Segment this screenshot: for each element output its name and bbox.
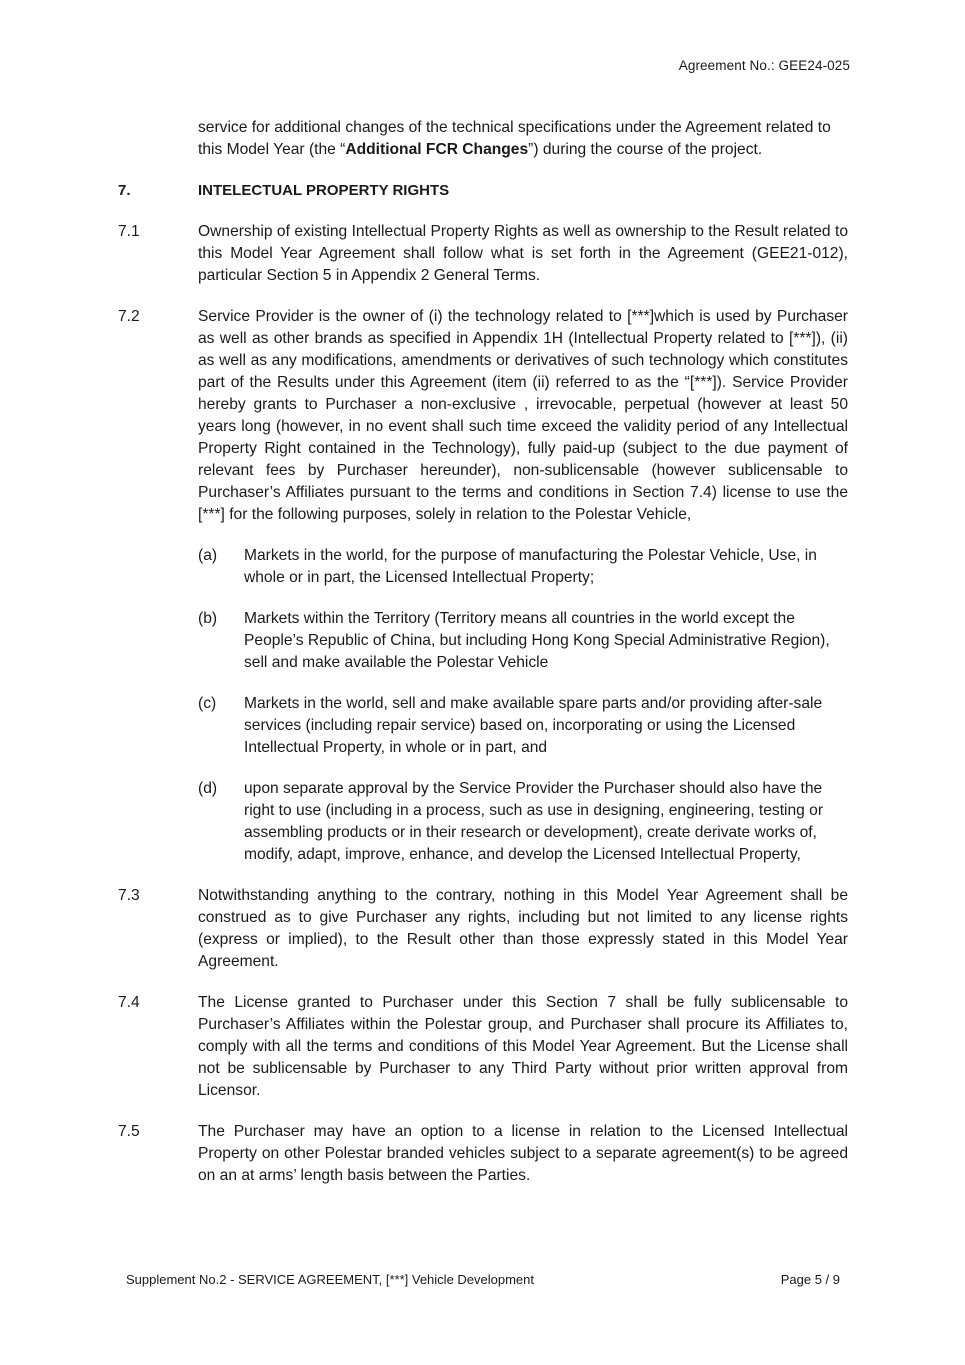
intro-text-after: ”) during the course of the project. bbox=[528, 141, 763, 158]
sub-item-c bbox=[198, 693, 848, 759]
agreement-number: Agreement No.: GEE24-025 bbox=[678, 58, 850, 73]
sub-item-a bbox=[198, 545, 848, 589]
clause-number: 7.4 bbox=[118, 994, 140, 1011]
sub-item-b bbox=[198, 608, 848, 674]
intro-text-before: service for additional changes of the technical specifications under the Agreement related to this Model Year (the “ bbox=[198, 119, 831, 158]
clause-body bbox=[198, 306, 848, 866]
sub-item-d bbox=[198, 778, 848, 866]
sub-item-label: (c) bbox=[198, 695, 217, 712]
clause-text: Ownership of existing Intellectual Property Rights as well as ownership to the Result related to this Model Year Agreement shall follow what is set forth in the Agreement (GEE21-012), particular Section 5 in Appendix 2 General Terms. bbox=[198, 223, 848, 284]
clause-number: 7.3 bbox=[118, 887, 140, 904]
clause-7-2 bbox=[118, 306, 848, 866]
intro-defined-term: Additional FCR Changes bbox=[345, 141, 529, 158]
clause-text: Service Provider is the owner of (i) the technology related to [***]which is used by Purchaser as well as other brands as specified in Appendix 1H (Intellectual Property related to [***]), (ii) as well as any modifications, amendments or derivatives of such technology which constitutes part of the Results under this Agreement (item (ii) referred to as the “[***]). Service Provider hereby grants to Purchaser a non-exclusive , irrevocable, perpetual (however at least 50 years long (however, in no event shall such time exceed the validity period of any Intellectual Property Right contained in the Technology), fully paid-up (subject to the due payment of relevant fees by Purchaser hereunder), non-sublicensable (however sublicensable to Purchaser’s Affiliates pursuant to the terms and conditions in Section 7.4) license to use the [***] for the following purposes, solely in relation to the Polestar Vehicle, bbox=[198, 308, 848, 523]
sub-item-text: Markets in the world, for the purpose of manufacturing the Polestar Vehicle, Use, in whole or in part, the Licensed Intellectual Property; bbox=[244, 547, 817, 586]
sub-item-label: (a) bbox=[198, 547, 218, 564]
clause-text: Notwithstanding anything to the contrary, nothing in this Model Year Agreement shall be construed as to give Purchaser any rights, including but not limited to any license rights (express or implied), to the Result other than those expressly stated in this Model Year Agreement. bbox=[198, 887, 848, 970]
sub-item-label: (d) bbox=[198, 780, 218, 797]
clause-number: 7.2 bbox=[118, 308, 140, 325]
clause-text: The License granted to Purchaser under this Section 7 shall be fully sublicensable to Purchaser’s Affiliates within the Polestar group, and Purchaser shall procure its Affiliates to, comply with all the terms and conditions of this Model Year Agreement. But the License shall not be sublicensable by Purchaser to any Third Party without prior written approval from Licensor. bbox=[198, 994, 848, 1099]
page-number: Page 5 / 9 bbox=[780, 1272, 840, 1287]
section-number: 7. bbox=[118, 182, 131, 199]
clause-7-1 bbox=[118, 221, 848, 287]
sub-item-text: Markets in the world, sell and make available spare parts and/or providing after-sale services (including repair service) based on, incorporating or using the Licensed Intellectual Property, in whole or in part, and bbox=[244, 695, 823, 756]
clause-7-3 bbox=[118, 885, 848, 973]
sub-item-text: Markets within the Territory (Territory means all countries in the world except the People’s Republic of China, but including Hong Kong Special Administrative Region), sell and make available the Polestar Vehicle bbox=[244, 610, 830, 671]
intro-paragraph bbox=[198, 117, 848, 161]
sub-item-text: upon separate approval by the Service Provider the Purchaser should also have the right to use (including in a process, such as use in designing, engineering, testing or assembling products or in their research or development), create derivate works of, modify, adapt, improve, enhance, and develop the Licensed Intellectual Property, bbox=[244, 780, 824, 863]
footer-document-title: Supplement No.2 - SERVICE AGREEMENT, [***] Vehicle Development bbox=[126, 1272, 535, 1287]
clause-7-5 bbox=[118, 1121, 848, 1187]
section-title: INTELECTUAL PROPERTY RIGHTS bbox=[198, 182, 450, 199]
document-body bbox=[118, 117, 848, 1206]
clause-number: 7.5 bbox=[118, 1123, 140, 1140]
page-footer bbox=[126, 1272, 840, 1287]
sub-item-label: (b) bbox=[198, 610, 218, 627]
clause-text: The Purchaser may have an option to a license in relation to the Licensed Intellectual Property on other Polestar branded vehicles subject to a separate agreement(s) to be agreed on an at arms’ length basis between the Parties. bbox=[198, 1123, 848, 1184]
clause-number: 7.1 bbox=[118, 223, 140, 240]
section-heading bbox=[118, 180, 848, 202]
clause-7-4 bbox=[118, 992, 848, 1102]
